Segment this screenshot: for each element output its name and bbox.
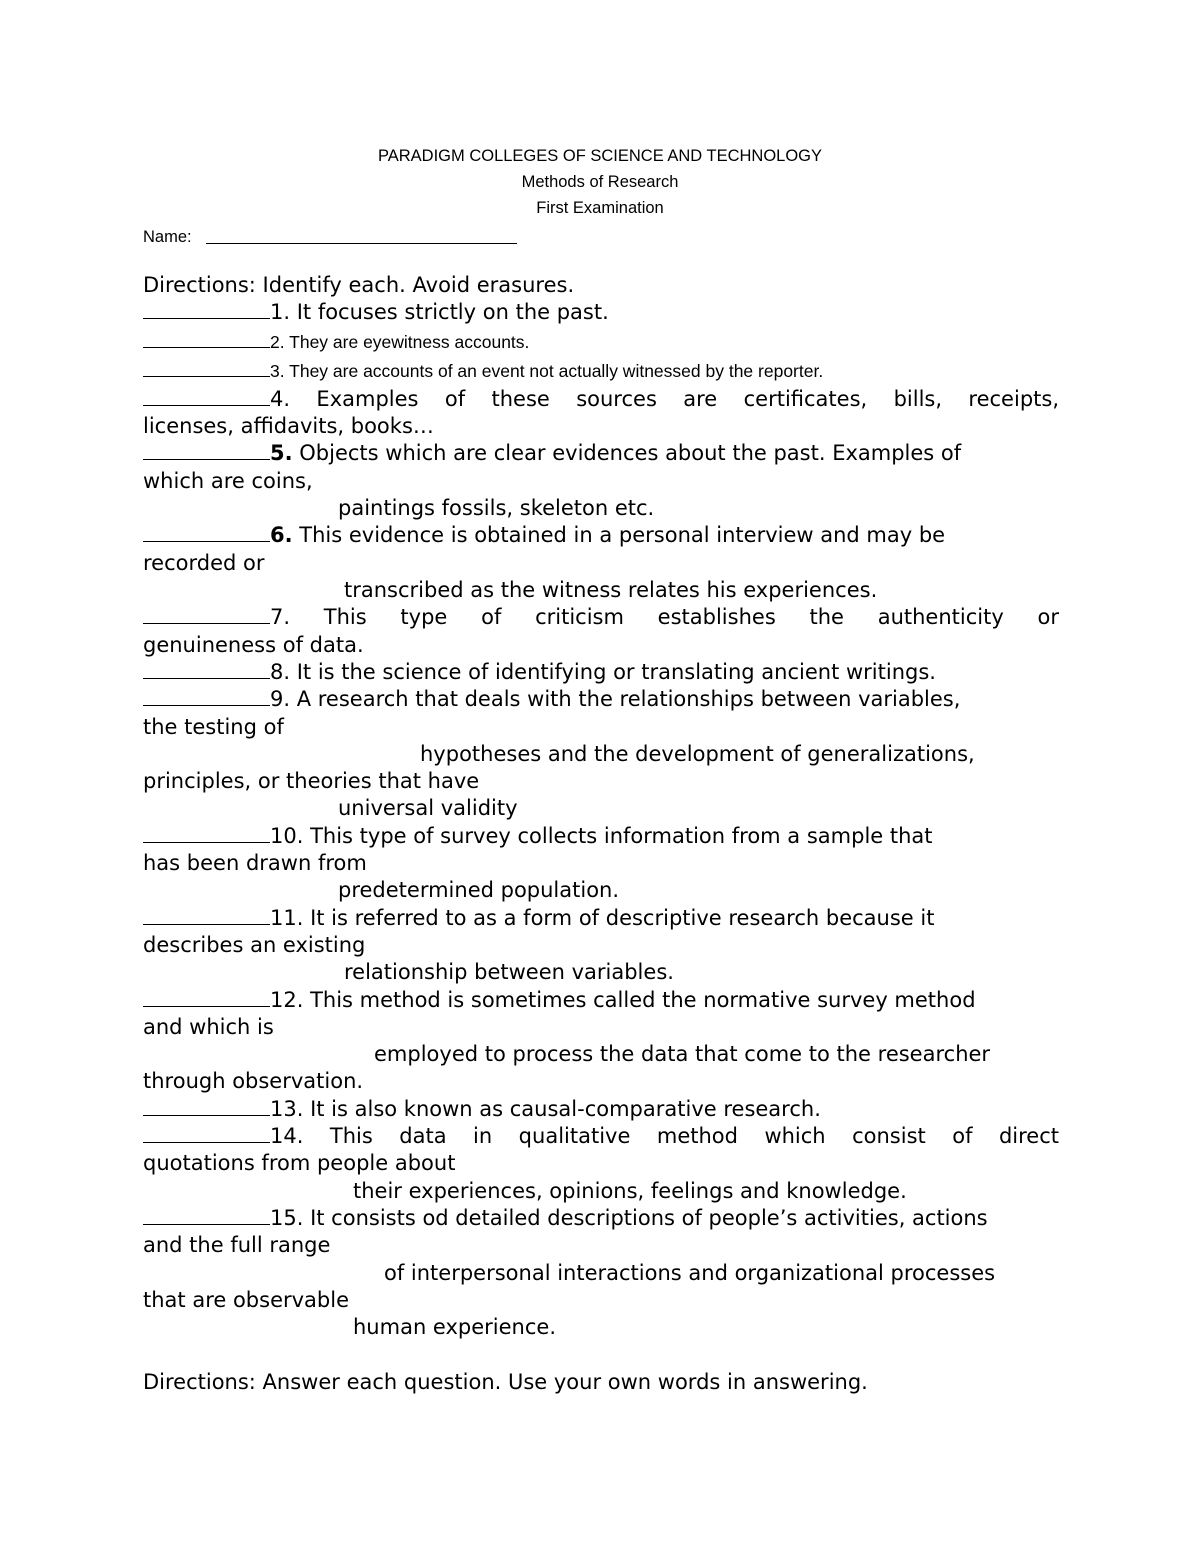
- item-10-cont: predetermined population.: [338, 878, 620, 902]
- item-15-cont: that are observable: [143, 1288, 350, 1312]
- item-15: 15. It consists od detailed descriptions of people’s activities, actions: [143, 1205, 988, 1232]
- item-2: 2. They are eyewitness accounts.: [143, 329, 529, 356]
- answer-blank[interactable]: [143, 329, 270, 348]
- item-15-cont: and the full range: [143, 1233, 331, 1257]
- item-11-cont: relationship between variables.: [344, 960, 674, 984]
- item-13: 13. It is also known as causal-comparative research.: [143, 1096, 821, 1123]
- item-9-cont: hypotheses and the development of generalizations,: [420, 742, 975, 766]
- item-5-cont: paintings fossils, skeleton etc.: [338, 496, 655, 520]
- answer-blank[interactable]: [143, 906, 270, 925]
- name-field[interactable]: [206, 243, 517, 244]
- item-9-cont: the testing of: [143, 715, 284, 739]
- answer-blank[interactable]: [143, 988, 270, 1007]
- exam-title: First Examination: [536, 199, 664, 217]
- item-15-cont: of interpersonal interactions and organizational processes: [384, 1261, 996, 1285]
- directions-answer: Directions: Answer each question. Use your own words in answering.: [143, 1370, 868, 1394]
- item-3: 3. They are accounts of an event not actually witnessed by the reporter.: [143, 358, 823, 385]
- item-11-cont: describes an existing: [143, 933, 366, 957]
- directions-identify: Directions: Identify each. Avoid erasures.: [143, 273, 575, 297]
- answer-blank[interactable]: [143, 605, 270, 624]
- answer-blank[interactable]: [143, 387, 270, 406]
- item-6-cont: transcribed as the witness relates his experiences.: [344, 578, 878, 602]
- item-14-cont: their experiences, opinions, feelings and knowledge.: [353, 1179, 907, 1203]
- answer-blank[interactable]: [143, 660, 270, 679]
- subject-title: Methods of Research: [521, 173, 679, 191]
- item-9-cont: principles, or theories that have: [143, 769, 480, 793]
- item-5: 5. Objects which are clear evidences about the past. Examples of: [143, 440, 961, 467]
- item-10: 10. This type of survey collects information from a sample that: [143, 823, 933, 850]
- item-10-cont: has been drawn from: [143, 851, 367, 875]
- item-7: 7. This type of criticism establishes the authenticity or: [143, 604, 1059, 631]
- answer-blank[interactable]: [143, 300, 270, 319]
- item-7-cont: genuineness of data.: [143, 633, 364, 657]
- item-12: 12. This method is sometimes called the normative survey method: [143, 987, 976, 1014]
- item-6: 6. This evidence is obtained in a personal interview and may be: [143, 522, 945, 549]
- answer-blank[interactable]: [143, 1097, 270, 1116]
- item-6-cont: recorded or: [143, 551, 265, 575]
- answer-blank[interactable]: [143, 441, 270, 460]
- item-1: 1. It focuses strictly on the past.: [143, 299, 609, 326]
- item-4: 4. Examples of these sources are certificates, bills, receipts,: [143, 386, 1059, 413]
- item-11: 11. It is referred to as a form of descriptive research because it: [143, 905, 934, 932]
- answer-blank[interactable]: [143, 687, 270, 706]
- answer-blank[interactable]: [143, 1124, 270, 1143]
- item-12-cont: through observation.: [143, 1069, 364, 1093]
- item-5-cont: which are coins,: [143, 469, 313, 493]
- item-8: 8. It is the science of identifying or translating ancient writings.: [143, 659, 936, 686]
- answer-blank[interactable]: [143, 358, 270, 377]
- item-9-cont: universal validity: [338, 796, 518, 820]
- item-14-cont: quotations from people about: [143, 1151, 456, 1175]
- answer-blank[interactable]: [143, 824, 270, 843]
- name-label: Name:: [143, 228, 192, 246]
- item-4-cont: licenses, affidavits, books…: [143, 414, 434, 438]
- answer-blank[interactable]: [143, 523, 270, 542]
- item-14: 14. This data in qualitative method which consist of direct: [143, 1123, 1059, 1150]
- item-12-cont: and which is: [143, 1015, 274, 1039]
- item-15-cont: human experience.: [353, 1315, 556, 1339]
- school-name: PARADIGM COLLEGES OF SCIENCE AND TECHNOLOGY: [377, 147, 823, 165]
- item-12-cont: employed to process the data that come to the researcher: [374, 1042, 991, 1066]
- item-9: 9. A research that deals with the relationships between variables,: [143, 686, 960, 713]
- answer-blank[interactable]: [143, 1206, 270, 1225]
